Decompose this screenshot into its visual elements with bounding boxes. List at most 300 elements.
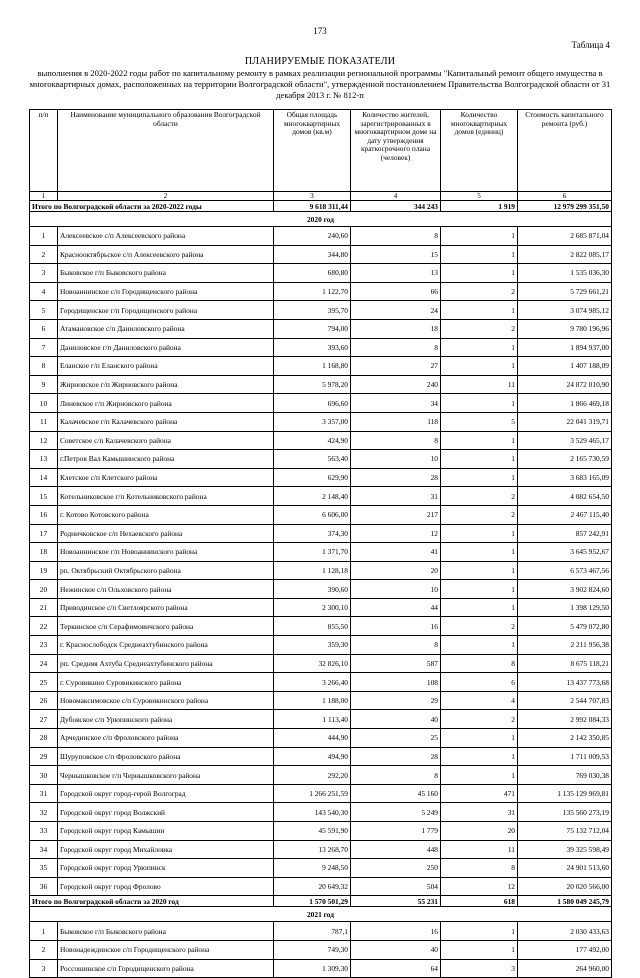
row-municipality: Быковское г/п Быковского района xyxy=(58,922,274,941)
row-municipality: Жирновское г/п Жирновского района xyxy=(58,375,274,394)
header-houses: Количество многоквартирных домов (единиц) xyxy=(441,110,518,192)
row-cost: 769 030,38 xyxy=(518,766,612,785)
table-row xyxy=(30,338,612,357)
year-2020-header xyxy=(30,212,612,227)
table-row xyxy=(30,691,612,710)
row-residents: 41 xyxy=(351,543,441,562)
row-area: 424,90 xyxy=(274,431,351,450)
row-area: 240,60 xyxy=(274,227,351,246)
table-row xyxy=(30,468,612,487)
row-index: 3 xyxy=(30,959,58,978)
row-municipality: Городской округ город Урюпинск xyxy=(58,859,274,878)
row-houses: 1 xyxy=(441,524,518,543)
column-number: 4 xyxy=(351,192,441,201)
table-row xyxy=(30,357,612,376)
row-area: 1 168,80 xyxy=(274,357,351,376)
row-index: 26 xyxy=(30,691,58,710)
row-residents: 12 xyxy=(351,524,441,543)
table-row xyxy=(30,245,612,264)
row-residents: 8 xyxy=(351,431,441,450)
row-municipality: Клетское с/п Клетского района xyxy=(58,468,274,487)
row-residents: 40 xyxy=(351,940,441,959)
row-houses: 1 xyxy=(441,245,518,264)
row-area: 1 113,40 xyxy=(274,710,351,729)
row-cost: 1 407 188,09 xyxy=(518,357,612,376)
row-cost: 24 901 513,60 xyxy=(518,859,612,878)
row-area: 680,80 xyxy=(274,264,351,283)
row-area: 6 606,00 xyxy=(274,505,351,524)
table-row xyxy=(30,580,612,599)
row-municipality: г. Суровикино Суровикинского района xyxy=(58,673,274,692)
row-houses: 8 xyxy=(441,859,518,878)
row-houses: 2 xyxy=(441,505,518,524)
row-residents: 8 xyxy=(351,636,441,655)
table-row xyxy=(30,264,612,283)
row-residents: 16 xyxy=(351,922,441,941)
year-2020-label: 2020 год xyxy=(30,212,612,227)
row-cost: 1 398 129,50 xyxy=(518,598,612,617)
row-index: 4 xyxy=(30,282,58,301)
table-row xyxy=(30,301,612,320)
row-cost: 5 479 072,80 xyxy=(518,617,612,636)
row-municipality: Арчединское с/п Фроловского района xyxy=(58,729,274,748)
row-residents: 250 xyxy=(351,859,441,878)
row-area: 20 649,32 xyxy=(274,877,351,896)
row-houses: 1 xyxy=(441,598,518,617)
row-residents: 25 xyxy=(351,729,441,748)
row-cost: 2 467 115,40 xyxy=(518,505,612,524)
row-index: 25 xyxy=(30,673,58,692)
table-row xyxy=(30,598,612,617)
row-cost: 3 683 165,09 xyxy=(518,468,612,487)
row-houses: 11 xyxy=(441,840,518,859)
row-municipality: г. Краснослободск Среднеахтубинского района xyxy=(58,636,274,655)
row-area: 629,90 xyxy=(274,468,351,487)
row-municipality: Даниловское г/п Даниловского района xyxy=(58,338,274,357)
row-index: 13 xyxy=(30,450,58,469)
row-area: 13 268,70 xyxy=(274,840,351,859)
row-houses: 5 xyxy=(441,412,518,431)
row-area: 1 122,70 xyxy=(274,282,351,301)
row-residents: 108 xyxy=(351,673,441,692)
year-2021-label: 2021 год xyxy=(30,907,612,922)
row-residents: 66 xyxy=(351,282,441,301)
row-cost: 1 711 009,53 xyxy=(518,747,612,766)
year-2020-total-row xyxy=(30,896,612,907)
row-area: 292,20 xyxy=(274,766,351,785)
row-houses: 2 xyxy=(441,282,518,301)
row-index: 14 xyxy=(30,468,58,487)
table-row xyxy=(30,636,612,655)
table-row xyxy=(30,747,612,766)
row-cost: 2 142 350,85 xyxy=(518,729,612,748)
row-area: 563,40 xyxy=(274,450,351,469)
row-area: 696,60 xyxy=(274,394,351,413)
table-label: Таблица 4 xyxy=(571,40,610,50)
row-index: 34 xyxy=(30,840,58,859)
row-cost: 13 437 773,68 xyxy=(518,673,612,692)
row-municipality: рп. Средняя Ахтуба Среднеахтубинского района xyxy=(58,654,274,673)
row-index: 1 xyxy=(30,227,58,246)
table-row xyxy=(30,822,612,841)
row-index: 7 xyxy=(30,338,58,357)
row-houses: 1 xyxy=(441,729,518,748)
row-residents: 8 xyxy=(351,227,441,246)
row-houses: 2 xyxy=(441,487,518,506)
header-row xyxy=(30,110,612,192)
column-number: 2 xyxy=(58,192,274,201)
row-cost: 3 645 952,67 xyxy=(518,543,612,562)
row-municipality: г. Котово Котовского района xyxy=(58,505,274,524)
row-residents: 217 xyxy=(351,505,441,524)
column-number: 1 xyxy=(30,192,58,201)
row-area: 855,50 xyxy=(274,617,351,636)
row-area: 1 188,00 xyxy=(274,691,351,710)
row-index: 8 xyxy=(30,357,58,376)
table-row xyxy=(30,412,612,431)
row-municipality: Шуруповское с/п Фроловского района xyxy=(58,747,274,766)
table-row xyxy=(30,959,612,978)
row-houses: 3 xyxy=(441,959,518,978)
row-index: 21 xyxy=(30,598,58,617)
table-row xyxy=(30,922,612,941)
row-index: 15 xyxy=(30,487,58,506)
row-municipality: Чернышковское г/п Чернышковского района xyxy=(58,766,274,785)
row-municipality: Теркинское с/п Серафимовичского района xyxy=(58,617,274,636)
row-index: 19 xyxy=(30,561,58,580)
row-area: 3 357,00 xyxy=(274,412,351,431)
table-row xyxy=(30,561,612,580)
row-houses: 1 xyxy=(441,227,518,246)
row-cost: 1 894 937,00 xyxy=(518,338,612,357)
table-row xyxy=(30,766,612,785)
row-cost: 1 866 469,18 xyxy=(518,394,612,413)
row-municipality: Новоаннинское с/п Городищенского района xyxy=(58,282,274,301)
row-houses: 1 xyxy=(441,450,518,469)
row-residents: 240 xyxy=(351,375,441,394)
table-row xyxy=(30,877,612,896)
row-index: 30 xyxy=(30,766,58,785)
row-municipality: Калачевское г/п Калачевского района xyxy=(58,412,274,431)
row-cost: 39 325 598,49 xyxy=(518,840,612,859)
header-municipality: Наименование муниципального образования Волгоградской области xyxy=(58,110,274,192)
row-index: 3 xyxy=(30,264,58,283)
row-residents: 28 xyxy=(351,468,441,487)
grand-total-residents: 344 243 xyxy=(351,201,441,212)
row-houses: 20 xyxy=(441,822,518,841)
row-municipality: Приводинское с/п Светлоярского района xyxy=(58,598,274,617)
year-2020-total-area: 1 570 501,29 xyxy=(274,896,351,907)
table-row xyxy=(30,375,612,394)
row-municipality: Котельниковское г/п Котельниковского района xyxy=(58,487,274,506)
row-houses: 1 xyxy=(441,636,518,655)
row-residents: 504 xyxy=(351,877,441,896)
row-houses: 1 xyxy=(441,468,518,487)
document-subtitle: выполнения в 2020-2022 годы работ по капитальному ремонту в рамках реализации региональной программы "Капитальный ремонт общего имущества в многоквартирных домах, расположенных на территории Волгоградской области", утвержденной постановлением Правительства Волгоградской области от 31 декабря 2013 г. № 812-п xyxy=(29,68,611,100)
row-index: 6 xyxy=(30,319,58,338)
row-index: 36 xyxy=(30,877,58,896)
row-area: 444,90 xyxy=(274,729,351,748)
row-houses: 12 xyxy=(441,877,518,896)
row-index: 10 xyxy=(30,394,58,413)
row-residents: 15 xyxy=(351,245,441,264)
row-cost: 3 529 465,17 xyxy=(518,431,612,450)
row-residents: 10 xyxy=(351,450,441,469)
row-residents: 16 xyxy=(351,617,441,636)
row-cost: 8 675 118,21 xyxy=(518,654,612,673)
row-area: 143 540,30 xyxy=(274,803,351,822)
table-row xyxy=(30,784,612,803)
row-index: 32 xyxy=(30,803,58,822)
column-number-row xyxy=(30,192,612,201)
row-houses: 1 xyxy=(441,543,518,562)
row-residents: 118 xyxy=(351,412,441,431)
row-area: 1 309,30 xyxy=(274,959,351,978)
row-index: 29 xyxy=(30,747,58,766)
row-houses: 1 xyxy=(441,338,518,357)
row-houses: 4 xyxy=(441,691,518,710)
row-houses: 1 xyxy=(441,301,518,320)
row-residents: 587 xyxy=(351,654,441,673)
row-index: 23 xyxy=(30,636,58,655)
row-cost: 9 780 196,96 xyxy=(518,319,612,338)
row-residents: 24 xyxy=(351,301,441,320)
row-municipality: Советское с/п Калачевского района xyxy=(58,431,274,450)
row-municipality: Дубовское с/п Урюпинского района xyxy=(58,710,274,729)
header-area: Общая площадь многоквартирных домов (кв.м) xyxy=(274,110,351,192)
table-row xyxy=(30,617,612,636)
table-row xyxy=(30,859,612,878)
row-houses: 2 xyxy=(441,710,518,729)
table-row xyxy=(30,227,612,246)
row-houses: 1 xyxy=(441,580,518,599)
row-residents: 64 xyxy=(351,959,441,978)
row-cost: 2 685 871,04 xyxy=(518,227,612,246)
row-index: 22 xyxy=(30,617,58,636)
table-row xyxy=(30,710,612,729)
row-residents: 5 249 xyxy=(351,803,441,822)
row-cost: 135 560 273,19 xyxy=(518,803,612,822)
row-municipality: Городской округ город Волжский xyxy=(58,803,274,822)
row-municipality: Новомаксимовское с/п Суровикинского района xyxy=(58,691,274,710)
page-number: 173 xyxy=(313,26,327,36)
row-index: 24 xyxy=(30,654,58,673)
grand-total-label: Итого по Волгоградской области за 2020-2022 годы xyxy=(30,201,274,212)
row-area: 1 128,18 xyxy=(274,561,351,580)
row-houses: 8 xyxy=(441,654,518,673)
row-municipality: Линевское г/п Жирновского района xyxy=(58,394,274,413)
row-municipality: рп. Октябрьский Октябрьского района xyxy=(58,561,274,580)
table-row xyxy=(30,654,612,673)
grand-total-cost: 12 979 299 351,50 xyxy=(518,201,612,212)
row-cost: 264 960,00 xyxy=(518,959,612,978)
row-municipality: Краснооктябрьское с/п Алексеевского района xyxy=(58,245,274,264)
row-residents: 44 xyxy=(351,598,441,617)
year-2020-total-cost: 1 580 049 245,79 xyxy=(518,896,612,907)
row-houses: 1 xyxy=(441,431,518,450)
row-area: 359,30 xyxy=(274,636,351,655)
row-residents: 40 xyxy=(351,710,441,729)
row-municipality: Быковское г/п Быковского района xyxy=(58,264,274,283)
row-residents: 8 xyxy=(351,766,441,785)
row-municipality: Нежинское с/п Ольховского района xyxy=(58,580,274,599)
row-houses: 1 xyxy=(441,394,518,413)
row-cost: 2 165 730,59 xyxy=(518,450,612,469)
table-row xyxy=(30,319,612,338)
row-index: 31 xyxy=(30,784,58,803)
table-row xyxy=(30,394,612,413)
row-municipality: Городской округ город Фролово xyxy=(58,877,274,896)
row-houses: 1 xyxy=(441,766,518,785)
row-area: 5 978,20 xyxy=(274,375,351,394)
row-cost: 3 074 985,12 xyxy=(518,301,612,320)
document-title: ПЛАНИРУЕМЫЕ ПОКАЗАТЕЛИ xyxy=(244,56,396,67)
table-row xyxy=(30,282,612,301)
row-houses: 1 xyxy=(441,357,518,376)
row-cost: 1 535 036,30 xyxy=(518,264,612,283)
row-index: 27 xyxy=(30,710,58,729)
row-municipality: Городищенское г/п Городищенского района xyxy=(58,301,274,320)
table-row xyxy=(30,431,612,450)
row-cost: 2 822 085,17 xyxy=(518,245,612,264)
row-houses: 1 xyxy=(441,940,518,959)
column-number: 6 xyxy=(518,192,612,201)
row-area: 344,80 xyxy=(274,245,351,264)
row-residents: 20 xyxy=(351,561,441,580)
header-residents: Количество жителей, зарегистрированных в многоквартирном доме на дату утверждения краткосрочного плана (человек) xyxy=(351,110,441,192)
year-2020-total-houses: 618 xyxy=(441,896,518,907)
row-index: 2 xyxy=(30,245,58,264)
row-residents: 27 xyxy=(351,357,441,376)
row-residents: 1 779 xyxy=(351,822,441,841)
row-area: 749,30 xyxy=(274,940,351,959)
row-cost: 4 082 654,50 xyxy=(518,487,612,506)
row-municipality: Россошинское с/п Городищенского района xyxy=(58,959,274,978)
table-row xyxy=(30,729,612,748)
row-residents: 29 xyxy=(351,691,441,710)
row-area: 794,00 xyxy=(274,319,351,338)
row-cost: 1 135 129 969,81 xyxy=(518,784,612,803)
column-number: 3 xyxy=(274,192,351,201)
row-houses: 31 xyxy=(441,803,518,822)
row-houses: 2 xyxy=(441,617,518,636)
row-cost: 2 211 956,38 xyxy=(518,636,612,655)
row-houses: 1 xyxy=(441,747,518,766)
row-index: 11 xyxy=(30,412,58,431)
grand-total-row xyxy=(30,201,612,212)
row-index: 18 xyxy=(30,543,58,562)
row-municipality: Городской округ город Михайловка xyxy=(58,840,274,859)
row-index: 2 xyxy=(30,940,58,959)
table-row xyxy=(30,840,612,859)
row-cost: 857 242,91 xyxy=(518,524,612,543)
row-area: 9 248,50 xyxy=(274,859,351,878)
row-area: 395,70 xyxy=(274,301,351,320)
row-residents: 31 xyxy=(351,487,441,506)
row-houses: 471 xyxy=(441,784,518,803)
table-row xyxy=(30,673,612,692)
row-area: 787,1 xyxy=(274,922,351,941)
table-row xyxy=(30,524,612,543)
row-municipality: Новоаннинское г/п Новоаннинского района xyxy=(58,543,274,562)
column-number: 5 xyxy=(441,192,518,201)
row-residents: 18 xyxy=(351,319,441,338)
year-2020-total-label: Итого по Волгоградской области за 2020 год xyxy=(30,896,274,907)
row-cost: 24 872 010,90 xyxy=(518,375,612,394)
row-municipality: г.Петров Вал Камышинского района xyxy=(58,450,274,469)
row-residents: 10 xyxy=(351,580,441,599)
row-area: 3 266,40 xyxy=(274,673,351,692)
table-row xyxy=(30,543,612,562)
row-cost: 2 030 433,63 xyxy=(518,922,612,941)
table-row xyxy=(30,487,612,506)
row-houses: 1 xyxy=(441,264,518,283)
row-municipality: Новонадеждинское с/п Городищенского района xyxy=(58,940,274,959)
row-cost: 3 902 824,60 xyxy=(518,580,612,599)
row-municipality: Атамановское с/п Даниловского района xyxy=(58,319,274,338)
row-index: 28 xyxy=(30,729,58,748)
row-residents: 13 xyxy=(351,264,441,283)
row-area: 390,60 xyxy=(274,580,351,599)
row-cost: 22 041 319,71 xyxy=(518,412,612,431)
row-municipality: Еланское г/п Еланского района xyxy=(58,357,274,376)
row-houses: 1 xyxy=(441,922,518,941)
row-cost: 20 020 566,00 xyxy=(518,877,612,896)
row-cost: 6 573 467,56 xyxy=(518,561,612,580)
year-2020-total-residents: 55 231 xyxy=(351,896,441,907)
grand-total-area: 9 618 311,44 xyxy=(274,201,351,212)
header-cost: Стоимость капитального ремонта (руб.) xyxy=(518,110,612,192)
table-row xyxy=(30,940,612,959)
row-area: 1 266 251,59 xyxy=(274,784,351,803)
table-row xyxy=(30,450,612,469)
row-municipality: Алексеевское с/п Алексеевского района xyxy=(58,227,274,246)
row-houses: 2 xyxy=(441,319,518,338)
row-index: 1 xyxy=(30,922,58,941)
row-area: 374,30 xyxy=(274,524,351,543)
row-cost: 5 729 661,21 xyxy=(518,282,612,301)
row-residents: 28 xyxy=(351,747,441,766)
row-cost: 2 544 707,83 xyxy=(518,691,612,710)
year-2021-header xyxy=(30,907,612,922)
row-area: 2 300,10 xyxy=(274,598,351,617)
row-index: 5 xyxy=(30,301,58,320)
row-index: 9 xyxy=(30,375,58,394)
row-index: 16 xyxy=(30,505,58,524)
row-municipality: Родничковское с/п Нехаевского района xyxy=(58,524,274,543)
row-index: 35 xyxy=(30,859,58,878)
row-index: 12 xyxy=(30,431,58,450)
row-area: 1 371,70 xyxy=(274,543,351,562)
row-area: 2 148,40 xyxy=(274,487,351,506)
grand-total-houses: 1 919 xyxy=(441,201,518,212)
row-area: 32 826,10 xyxy=(274,654,351,673)
row-houses: 6 xyxy=(441,673,518,692)
row-area: 393,60 xyxy=(274,338,351,357)
row-municipality: Городской округ город-герой Волгоград xyxy=(58,784,274,803)
row-residents: 8 xyxy=(351,338,441,357)
header-index: п/п xyxy=(30,110,58,192)
row-residents: 45 160 xyxy=(351,784,441,803)
row-area: 494,90 xyxy=(274,747,351,766)
indicators-table xyxy=(29,109,612,978)
row-residents: 34 xyxy=(351,394,441,413)
row-cost: 2 992 084,33 xyxy=(518,710,612,729)
row-area: 45 591,90 xyxy=(274,822,351,841)
row-index: 33 xyxy=(30,822,58,841)
row-index: 20 xyxy=(30,580,58,599)
row-houses: 1 xyxy=(441,561,518,580)
